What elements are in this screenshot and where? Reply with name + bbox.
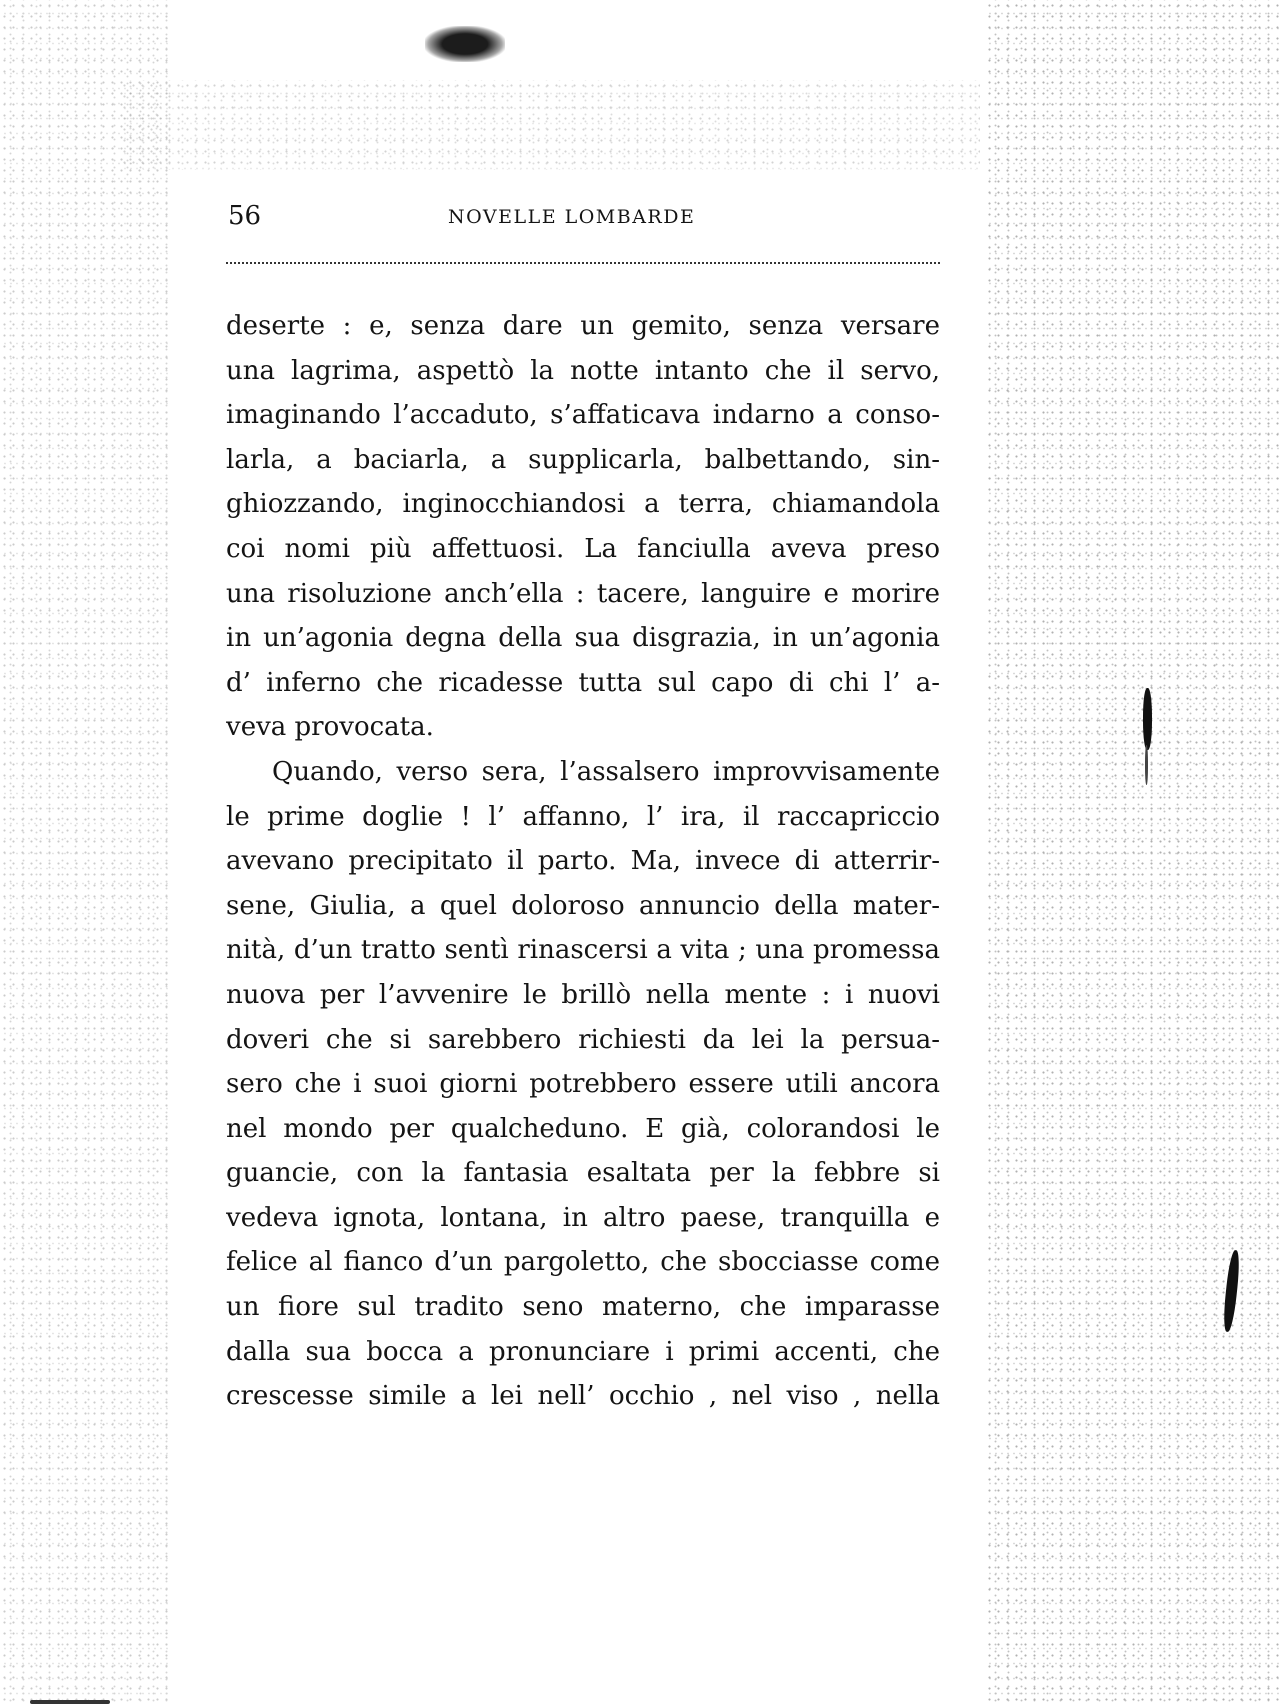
text-line: una risoluzione anch’ella : tacere, languire e morire — [226, 578, 940, 609]
text-line: le prime doglie ! l’ affanno, l’ ira, il raccapriccio — [226, 801, 940, 832]
text-line: un fiore sul tradito seno materno, che imparasse — [226, 1292, 940, 1323]
scan-noise-left — [0, 0, 170, 1705]
ink-mark — [1143, 688, 1152, 750]
text-line: larla, a baciarla, a supplicarla, balbettando, sin- — [226, 444, 940, 475]
text-line: d’ inferno che ricadesse tutta sul capo di chi l’ a- — [226, 667, 940, 698]
text-line: Quando, verso sera, l’assalsero improvvisamente — [272, 756, 940, 787]
text-line: sero che i suoi giorni potrebbero essere utili ancora — [226, 1069, 940, 1100]
text-line: veva provocata. — [226, 712, 434, 743]
text-line: imaginando l’accaduto, s’affaticava indarno a conso- — [226, 400, 940, 431]
scan-noise-top — [120, 80, 980, 170]
text-line: deserte : e, senza dare un gemito, senza versare — [226, 311, 940, 341]
text-line: nel mondo per qualcheduno. E già, colorandosi le — [226, 1113, 940, 1144]
text-line: nuova per l’avvenire le brillò nella mente : i nuovi — [226, 979, 940, 1010]
text-line: avevano precipitato il parto. Ma, invece di atterrir- — [226, 846, 940, 877]
text-line: felice al fianco d’un pargoletto, che sbocciasse come — [226, 1247, 940, 1278]
text-line: nità, d’un tratto sentì rinascersi a vita ; una promessa — [226, 935, 940, 966]
ink-mark — [30, 1700, 110, 1704]
ink-smudge — [425, 26, 505, 62]
scan-noise-right — [985, 0, 1279, 1705]
text-line: dalla sua bocca a pronunciare i primi accenti, che — [226, 1336, 940, 1367]
text-line: crescesse simile a lei nell’ occhio , nel viso , nella — [226, 1381, 940, 1412]
text-line: vedeva ignota, lontana, in altro paese, tranquilla e — [226, 1202, 940, 1233]
running-title: NOVELLE LOMBARDE — [448, 206, 696, 228]
text-line: una lagrima, aspettò la notte intanto che il servo, — [226, 355, 940, 386]
text-line: sene, Giulia, a quel doloroso annuncio della mater- — [226, 890, 940, 921]
page-header — [228, 198, 939, 234]
body-text — [226, 304, 940, 1419]
text-line: guancie, con la fantasia esaltata per la febbre si — [226, 1158, 940, 1189]
text-line: ghiozzando, inginocchiandosi a terra, chiamandola — [226, 489, 940, 520]
text-line: coi nomi più affettuosi. La fanciulla aveva preso — [226, 533, 940, 564]
header-rule — [226, 262, 940, 264]
page-number: 56 — [228, 201, 262, 231]
ink-mark — [1145, 745, 1148, 785]
text-line: doveri che si sarebbero richiesti da lei la persua- — [226, 1024, 940, 1055]
text-line: in un’agonia degna della sua disgrazia, in un’agonia — [226, 623, 940, 654]
